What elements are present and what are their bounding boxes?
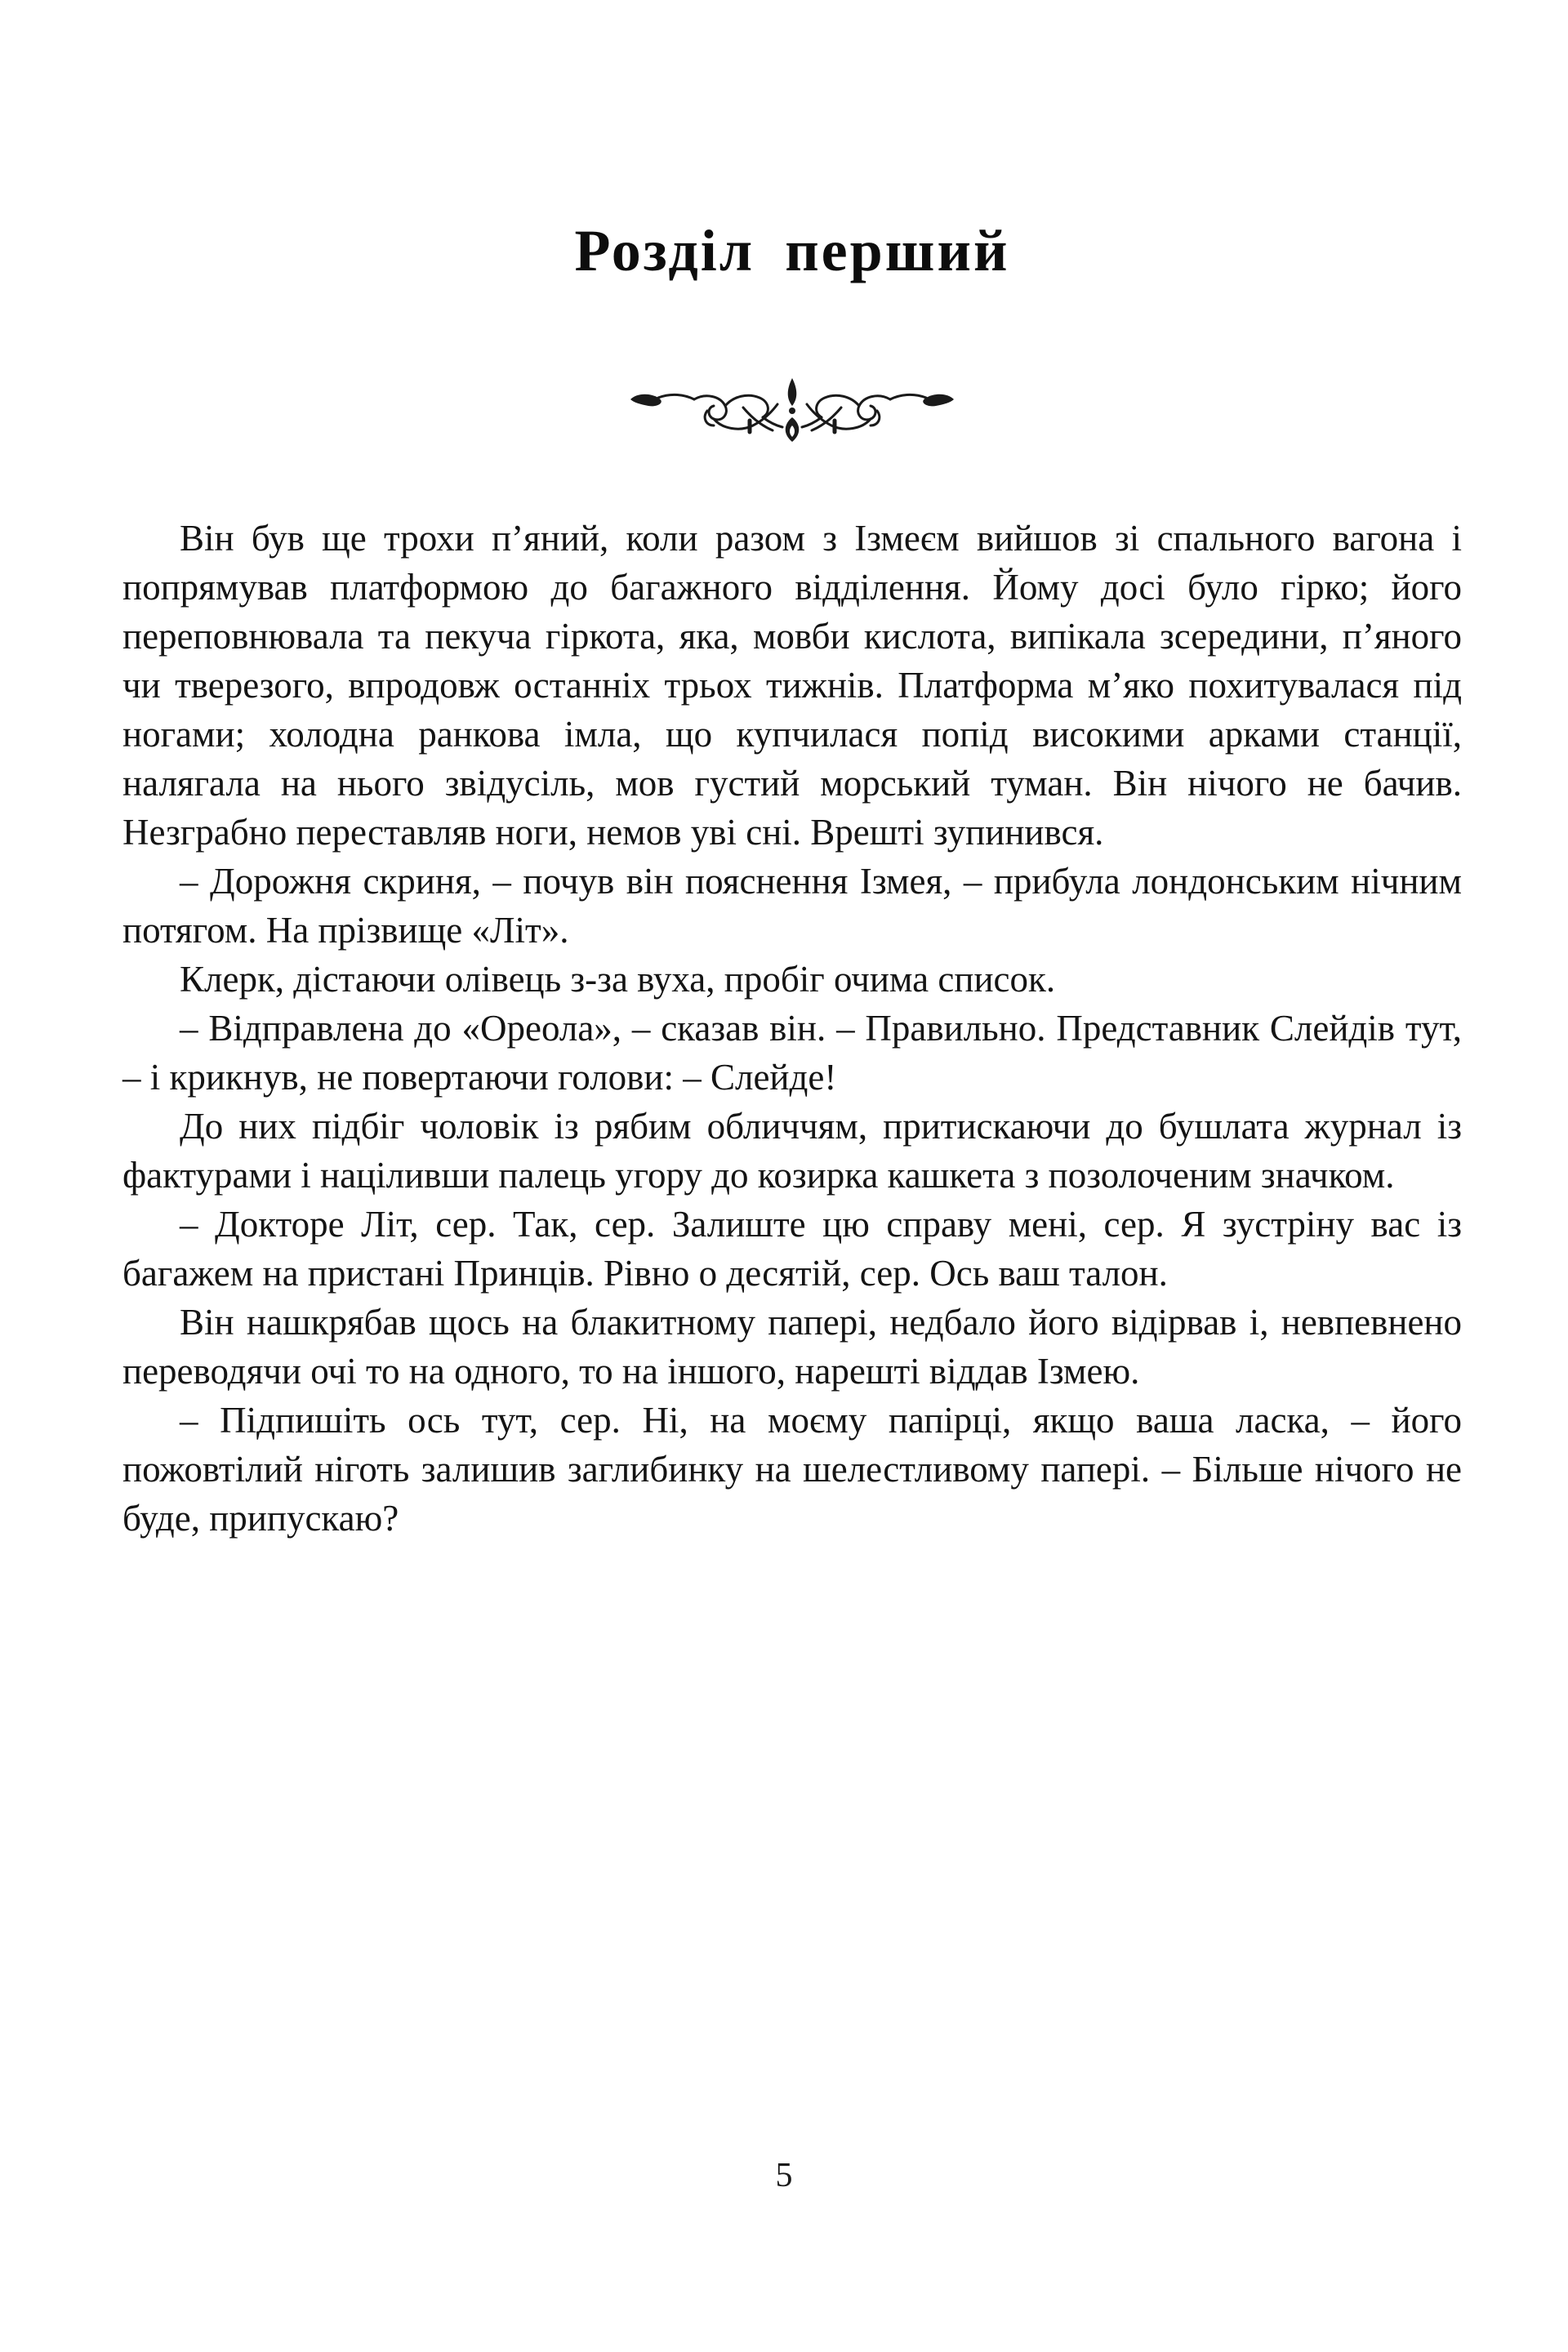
- paragraph: – Докторе Літ, сер. Так, сер. Залиште цю справу мені, сер. Я зустріну вас із багажем на пристані Принців. Рівно о десятій, сер. Ось ваш талон.: [122, 1204, 1462, 1294]
- paragraph: Він був ще трохи п’яний, коли разом з Ізмеєм вийшов зі спального вагона і попрямував платформою до багажного відділення. Йому досі було гірко; його переповнювала та пекуча гіркота, яка, мовби кислота, випікала зсередини, п’яного чи тверезого, впродовж останніх трьох тижнів. Платформа м’яко похитувалася під ногами; холодна ранкова імла, що купчилася попід високими арками станції, налягала на нього звідусіль, мов густий морський туман. Він нічого не бачив. Незграбно переставляв ноги, немов уві сні. Врешті зупинився.: [122, 518, 1462, 853]
- chapter-body: [122, 514, 1462, 1543]
- filigree-ornament-divider-icon: [621, 370, 964, 445]
- paragraph: – Дорожня скриня, – почув він пояснення Ізмея, – прибула лондонським нічним потягом. На прізвище «Літ».: [122, 861, 1462, 951]
- paragraph: Він нашкрябав щось на блакитному папері, недбало його відірвав і, невпевнено переводячи очі то на одного, то на іншого, нарешті віддав Ізмею.: [122, 1302, 1462, 1392]
- paragraph: – Відправлена до «Ореола», – сказав він. – Правильно. Представник Слейдів тут, – і крикнув, не повертаючи голови: – Слейде!: [122, 1008, 1462, 1098]
- page-content: [122, 0, 1462, 1543]
- paragraph: Клерк, дістаючи олівець з-за вуха, пробіг очима список.: [180, 959, 1056, 1000]
- ornament-container: [122, 370, 1462, 445]
- chapter-title: Розділ перший: [574, 218, 1010, 283]
- paragraph: – Підпишіть ось тут, сер. Ні, на моєму папірці, якщо ваша ласка, – його пожовтілий ніготь залишив заглибинку на шелестливому папері. – Більше нічого не буде, припускаю?: [122, 1400, 1462, 1539]
- page-number: 5: [775, 2157, 793, 2194]
- paragraph: До них підбіг чоловік із рябим обличчям, притискаючи до бушлата журнал із фактурами і націливши палець угору до козирка кашкета з позолоченим значком.: [122, 1106, 1462, 1196]
